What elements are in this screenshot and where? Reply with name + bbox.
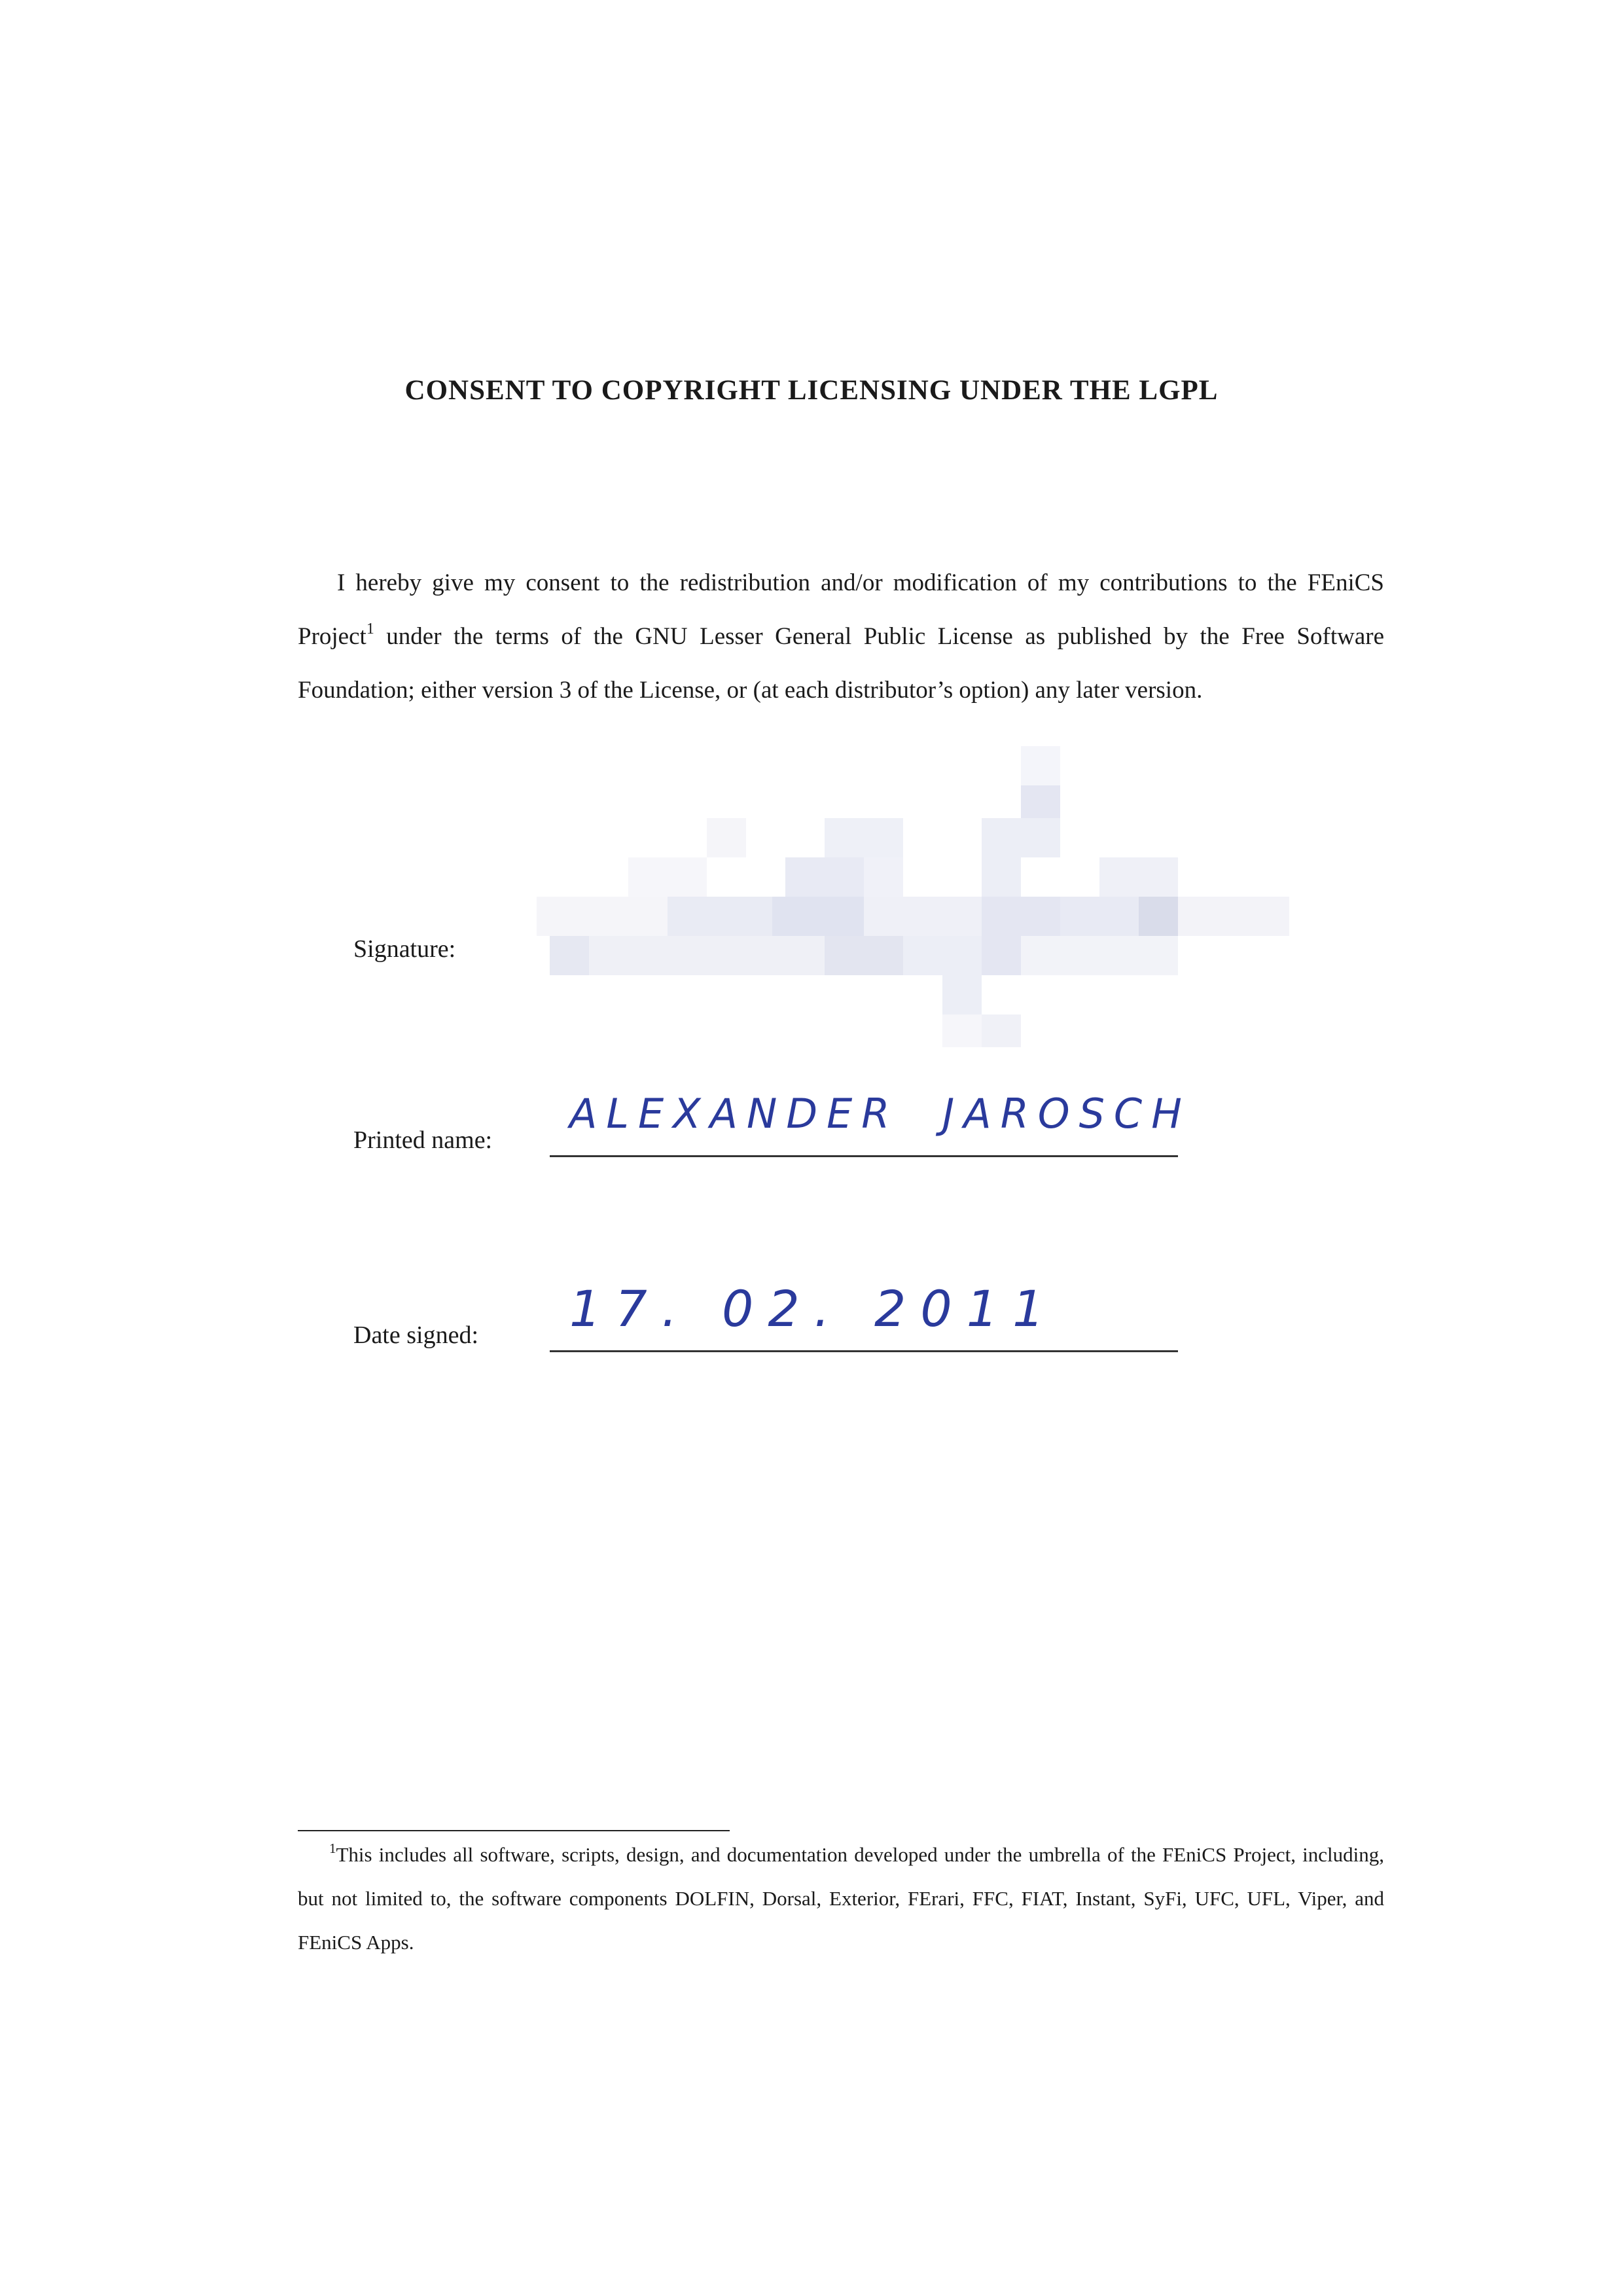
consent-text-part2: under the terms of the GNU Lesser General Public License as published by the Free Software Foundation; either version 3 of the License, or (at each distributor’s option) any later version.	[298, 623, 1384, 704]
document-title: CONSENT TO COPYRIGHT LICENSING UNDER THE LGPL	[404, 375, 1219, 406]
redacted-signature	[537, 746, 1296, 1054]
printed-name-last-handwritten: JAROSCH	[942, 1090, 1191, 1138]
consent-paragraph	[298, 556, 1384, 717]
printed-name-line	[550, 1155, 1178, 1157]
printed-name-first-handwritten: ALEXANDER	[569, 1090, 899, 1138]
date-signed-label: Date signed:	[353, 1321, 479, 1349]
footnote-text: This includes all software, scripts, design, and documentation developed under the umbrella of the FEniCS Project, including, but not limited to, the software components DOLFIN, Dorsal, Exterior, FErari, FFC, FIAT, Instant, SyFi, UFC, UFL, Viper, and FEniCS Apps.	[298, 1843, 1384, 1954]
date-signed-handwritten: 17. 02. 2011	[569, 1280, 1059, 1338]
footnote-marker: 1	[329, 1840, 336, 1856]
footnote-reference: 1	[366, 620, 374, 637]
footnote-rule	[298, 1830, 730, 1831]
consent-text-part1: I hereby give my consent to the redistribution and/or modification of my contributions to the FEniCS Project	[298, 569, 1384, 650]
printed-name-label: Printed name:	[353, 1126, 493, 1154]
date-signed-line	[550, 1350, 1178, 1352]
footnote	[298, 1833, 1384, 1964]
signature-label: Signature:	[353, 935, 456, 963]
